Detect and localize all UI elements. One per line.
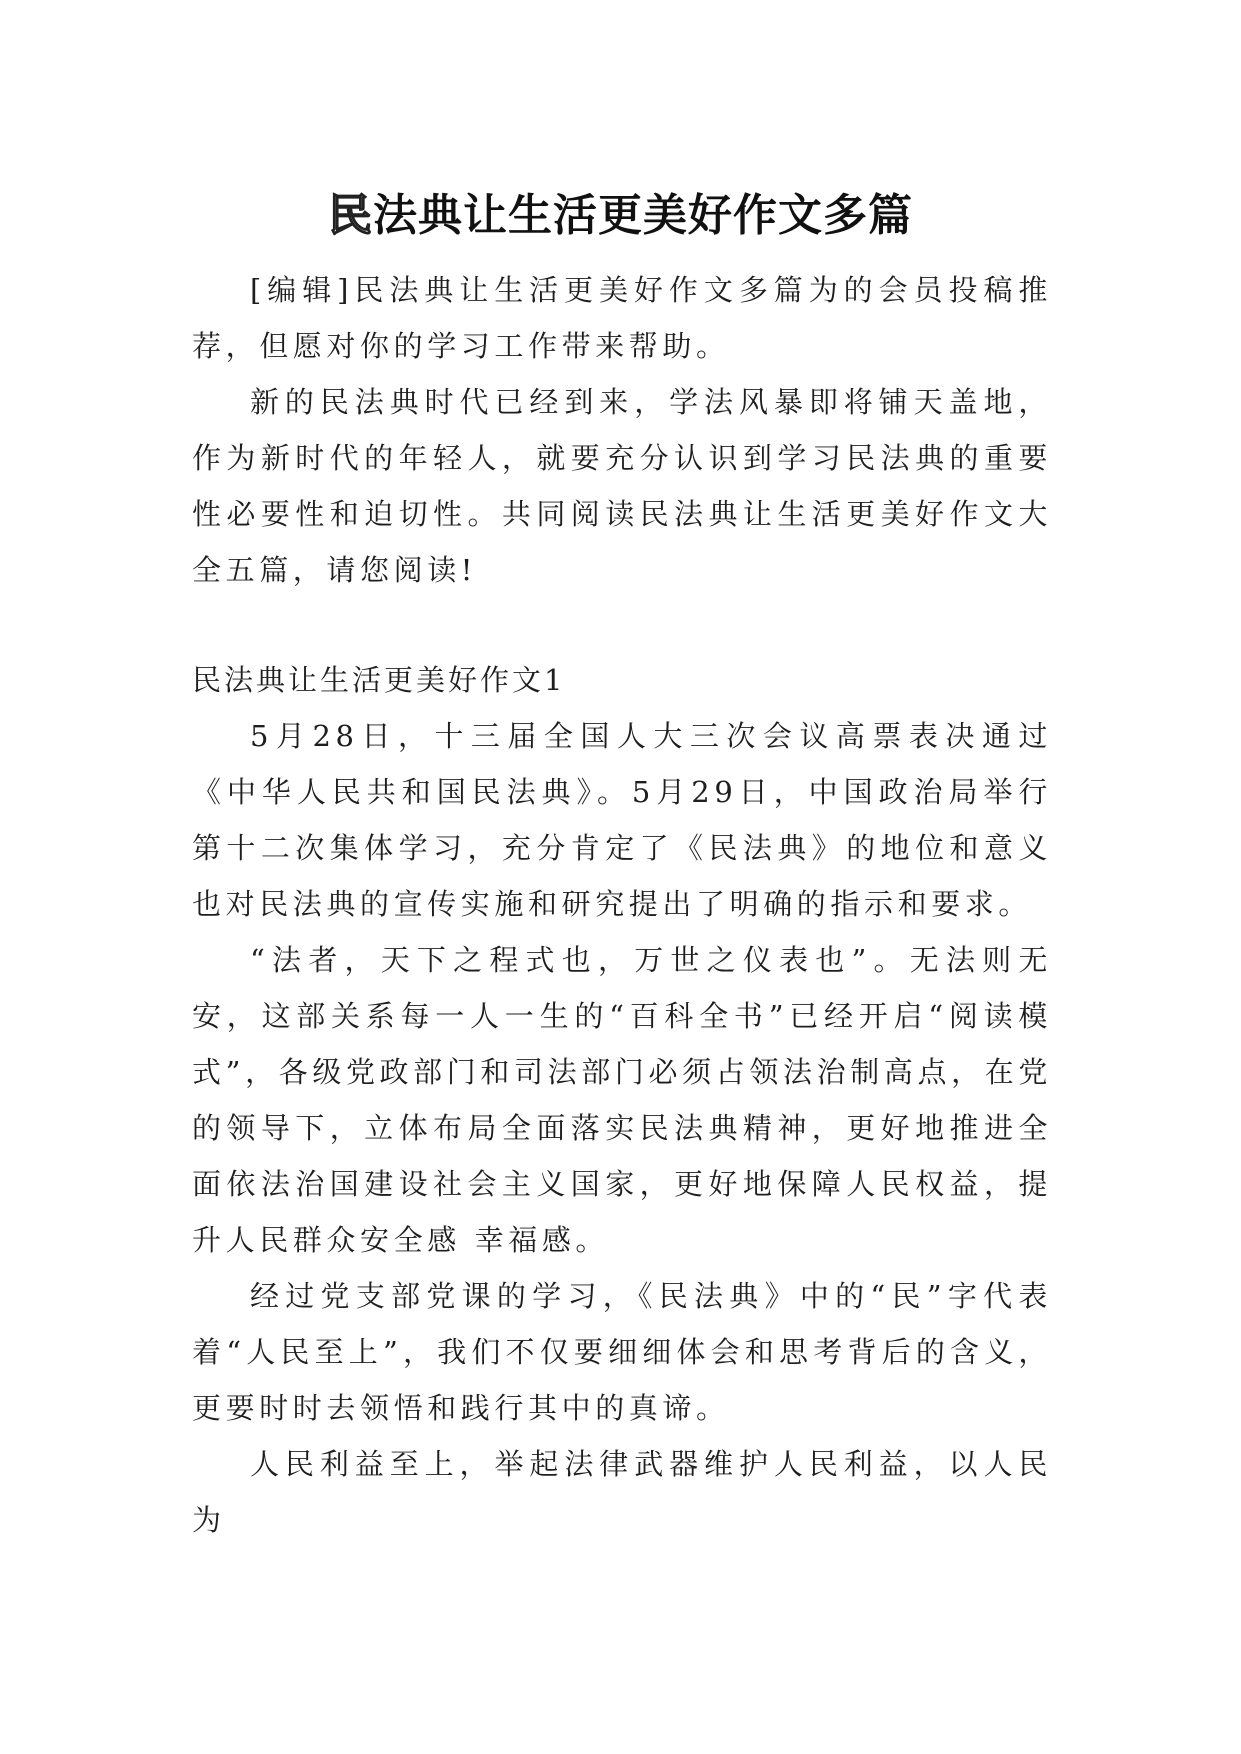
body-paragraph: 5月28日，十三届全国人大三次会议高票表决通过《中华人民共和国民法典》。5月29日，中国政治局举行第十二次集体学习，充分肯定了《民法典》的地位和意义也对民法典的宣传实施和研究提出了明确的指示和要求。 (192, 719, 1052, 921)
body-paragraph: 人民利益至上，举起法律武器维护人民利益，以人民为 (192, 1447, 1052, 1537)
intro-paragraph: [编辑]民法典让生活更美好作文多篇为的会员投稿推荐，但愿对你的学习工作带来帮助。 (192, 273, 1052, 363)
body-paragraph: “法者，天下之程式也，万世之仪表也”。无法则无安，这部关系每一人一生的“百科全书”已经开启“阅读模式”，各级党政部门和司法部门必须占领法治制高点，在党的领导下，立体布局全面落实民法典精神，更好地推进全面依法治国建设社会主义国家，更好地保障人民权益，提升人民群众安全感 幸福感。 (192, 943, 1052, 1257)
title-text: 法典让生活更美好作文多篇 (373, 190, 913, 242)
section-heading: 民法典让生活更美好作文1 (192, 663, 566, 697)
document-title (0, 179, 1241, 243)
body-paragraph: 经过党支部党课的学习，《民法典》中的“民”字代表着“人民至上”，我们不仅要细细体会和思考背后的含义，更要时时去领悟和践行其中的真谛。 (192, 1279, 1052, 1425)
title-first-character: 民 (328, 190, 373, 242)
intro-paragraph: 新的民法典时代已经到来，学法风暴即将铺天盖地，作为新时代的年轻人，就要充分认识到学习民法典的重要性必要性和迫切性。共同阅读民法典让生活更美好作文大全五篇，请您阅读! (192, 385, 1052, 587)
document-body (192, 262, 1052, 1548)
